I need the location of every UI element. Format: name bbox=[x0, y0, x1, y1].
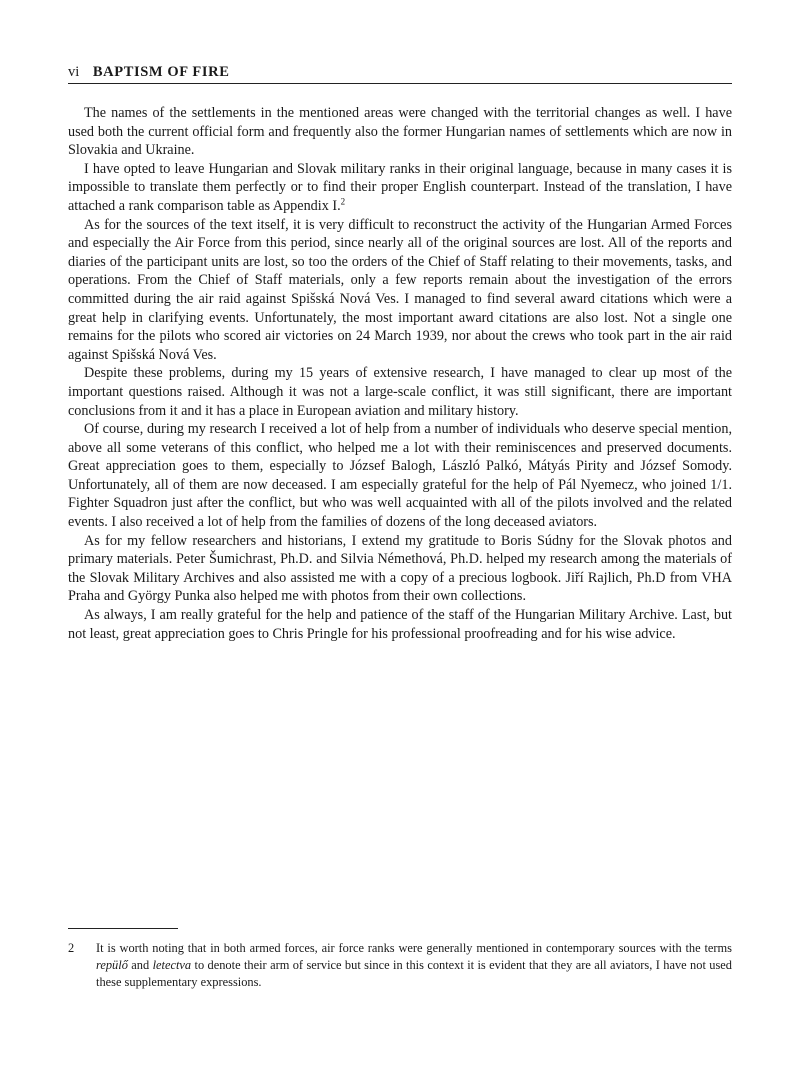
footnote-reference[interactable]: 2 bbox=[340, 196, 346, 207]
footnote-number: 2 bbox=[68, 941, 75, 955]
paragraph: As for my fellow researchers and historians, I extend my gratitude to Boris Súdny for the Slovak photos and primary materials. Peter Šumichrast, Ph.D. and Silvia Némethová, Ph.D. helped my research among the materials of the Slovak Military Archives and also assisted me with a copy of a precious logbook. Jiří Rajlich, Ph.D from VHA Praha and György Punka also helped me with photos from their own collections. bbox=[68, 532, 732, 605]
paragraph bbox=[68, 160, 732, 216]
paragraph: Of course, during my research I received a lot of help from a number of individuals who deserve special mention, above all some veterans of this conflict, who helped me a lot with their reminiscences and preserved documents. Great appreciation goes to them, especially to József Balogh, László Palkó, Mátyás Pirity and József Somody. Unfortunately, all of them are now deceased. I am especially grateful for the help of Pál Nyemecz, who joined 1/1. Fighter Squadron just after the conflict, but who was well acquainted with all of the pilots involved and the related events. I also received a lot of help from the families of dozens of the long deceased aviators. bbox=[68, 421, 732, 531]
paragraph: As always, I am really grateful for the help and patience of the staff of the Hungarian Military Archive. Last, but not least, great appreciation goes to Chris Pringle for his professional proofreading and for his wise advice. bbox=[68, 607, 732, 642]
footnote-text-after: to denote their arm of service but since in this context it is evident that they are all aviators, I have not used these supplementary expressions. bbox=[96, 958, 732, 990]
footnote-text-middle: and bbox=[127, 958, 153, 973]
paragraph: As for the sources of the text itself, it is very difficult to reconstruct the activity of the Hungarian Armed Forces and especially the Air Force from this period, since nearly all of the original sources are lost. All of the reports and diaries of the participant units are lost, so too the orders of the Chief of Staff relating to their movements, tasks, and operations. From the Chief of Staff materials, only a few reports remain about the investigation of the errors committed during the air raid against Spišská Nová Ves. I managed to find several award citations which were a great help in clarifying events. Unfortunately, the most important award citations are also lost. Not a single one remains for the pilots who scored air victories on 24 March 1939, nor about the crews who took part in the air raid against Spišská Nová Ves. bbox=[68, 216, 732, 363]
running-title: BAPTISM OF FIRE bbox=[92, 64, 230, 80]
paragraph: Despite these problems, during my 15 years of extensive research, I have managed to clear up most of the important questions raised. Although it was not a large-scale conflict, it was still significant, there are important conclusions from it and it has a place in European aviation and military history. bbox=[68, 365, 732, 419]
footnote-term-repulo: repülő bbox=[96, 958, 128, 973]
page-number: vi bbox=[68, 64, 80, 80]
footnote-text bbox=[96, 940, 732, 992]
footnote-divider bbox=[68, 928, 178, 929]
running-header bbox=[68, 63, 732, 84]
footnote-term-letectva: letectva bbox=[152, 958, 192, 973]
paragraph: The names of the settlements in the mentioned areas were changed with the territorial changes as well. I have used both the current official form and frequently also the former Hungarian names of settlements which are now in Slovakia and Ukraine. bbox=[68, 105, 732, 159]
body-text bbox=[68, 104, 732, 643]
footnote-text-before: It is worth noting that in both armed forces, air force ranks were generally mentioned in contemporary sources with the terms bbox=[96, 941, 732, 955]
footnote bbox=[68, 940, 732, 992]
paragraph-text: I have opted to leave Hungarian and Slovak military ranks in their original language, because in many cases it is impossible to translate them perfectly or to find their proper English counterpart. Instead of the translation, I have attached a rank comparison table as Appendix I. bbox=[68, 160, 732, 214]
